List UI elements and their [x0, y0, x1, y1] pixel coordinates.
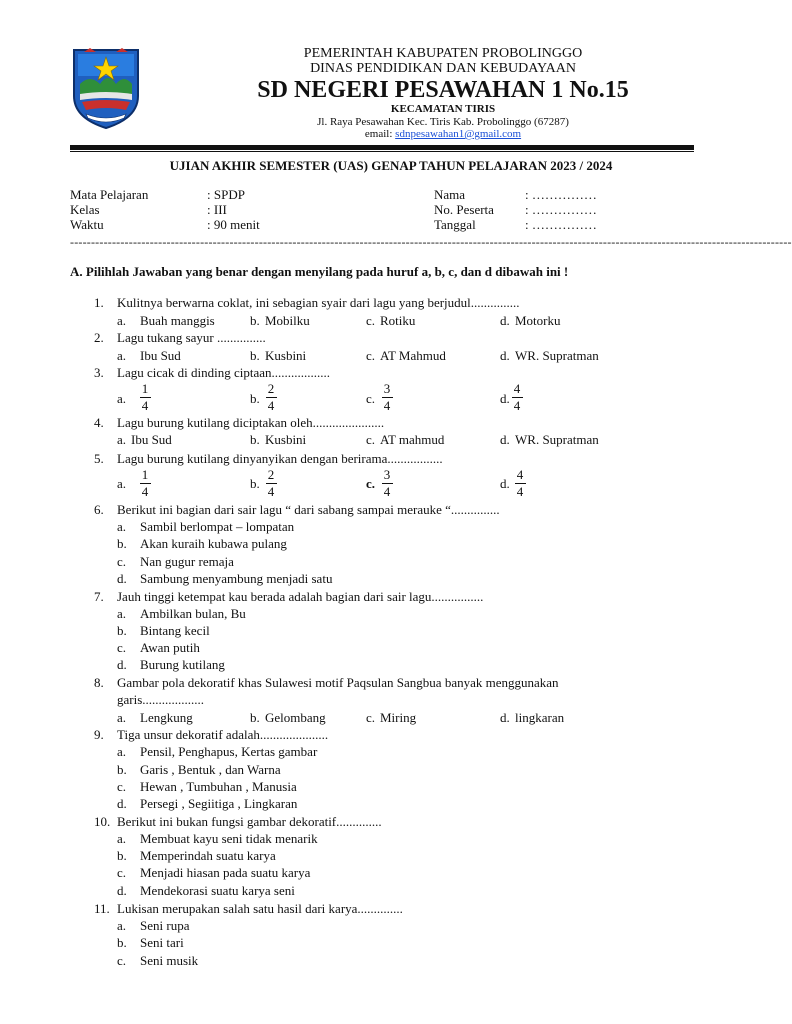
question-text: Lagu tukang sayur ............... — [117, 330, 266, 345]
option-text: WR. Supratman — [515, 432, 599, 447]
question-text: Berikut ini bagian dari sair lagu “ dari sabang sampai merauke “............... — [117, 502, 500, 517]
question-text: Kulitnya berwarna coklat, ini sebagian syair dari lagu yang berjudul............... — [117, 295, 520, 310]
option-text: Burung kutilang — [140, 657, 225, 672]
option-text: Ibu Sud — [131, 432, 172, 447]
dashed-divider: ---------------------------------------------------------------------------------------------------------------------------------------------------------------------------- — [70, 235, 792, 249]
option-letter: a. — [117, 391, 127, 406]
option-text: Memperindah suatu karya — [140, 848, 276, 863]
info-value-participant-no: : …………… — [525, 202, 597, 217]
fraction-numerator: 2 — [267, 467, 275, 482]
fraction-denominator: 4 — [516, 484, 524, 499]
question-number: 2. — [94, 330, 104, 345]
school-name: SD NEGERI PESAWAHAN 1 No.15 — [257, 77, 629, 103]
option-text: Pensil, Penghapus, Kertas gambar — [140, 744, 318, 759]
info-value-date: : …………… — [525, 217, 597, 232]
option-letter: a. — [117, 606, 127, 621]
info-label-class: Kelas — [70, 202, 100, 217]
option-text: Akan kuraih kubawa pulang — [140, 536, 287, 551]
email-link[interactable]: sdnpesawahan1@gmail.com — [395, 128, 522, 140]
option-text: Menjadi hiasan pada suatu karya — [140, 865, 311, 880]
option-text: lingkaran — [515, 710, 565, 725]
option-letter: b. — [250, 432, 260, 447]
fraction-denominator: 4 — [267, 484, 275, 499]
option-text: Kusbini — [265, 432, 307, 447]
option-letter: b. — [117, 762, 127, 777]
fraction-option — [265, 468, 277, 498]
option-letter: a. — [117, 476, 127, 491]
fraction-numerator: 1 — [141, 467, 149, 482]
question-number: 4. — [94, 415, 104, 430]
question-text: Lukisan merupakan salah satu hasil dari karya.............. — [117, 901, 403, 916]
option-letter: c. — [366, 348, 376, 363]
option-letter: a. — [117, 918, 127, 933]
fraction-option — [139, 468, 151, 498]
option-letter: c. — [117, 953, 127, 968]
info-value-name: : …………… — [525, 187, 597, 202]
option-letter: b. — [250, 476, 260, 491]
option-letter: b. — [250, 391, 260, 406]
question-number: 6. — [94, 502, 104, 517]
fraction-option — [381, 382, 393, 412]
fraction-option — [381, 468, 393, 498]
question-text: Lagu burung kutilang dinyanyikan dengan berirama................. — [117, 451, 443, 466]
info-value-class: : III — [207, 202, 227, 217]
option-text: Ambilkan bulan, Bu — [140, 606, 246, 621]
question-text: Gambar pola dekoratif khas Sulawesi motif Paqsulan Sangbua banyak menggunakan — [117, 675, 559, 690]
option-text: WR. Supratman — [515, 348, 599, 363]
option-letter: d. — [117, 796, 127, 811]
info-label-name: Nama — [434, 187, 466, 202]
option-letter: d. — [500, 348, 510, 363]
info-label-time: Waktu — [70, 217, 104, 232]
option-letter: a. — [117, 519, 127, 534]
option-letter: d. — [117, 571, 127, 586]
question-number: 9. — [94, 727, 104, 742]
option-text: Nan gugur remaja — [140, 554, 234, 569]
question-text: Lagu cicak di dinding ciptaan.................. — [117, 365, 331, 380]
question-text: Lagu burung kutilang diciptakan oleh...................... — [117, 415, 385, 430]
option-text: Rotiku — [380, 313, 416, 328]
option-text: Persegi , Segiitiga , Lingkaran — [140, 796, 298, 811]
question-text: Jauh tinggi ketempat kau berada adalah bagian dari sair lagu................ — [117, 589, 484, 604]
option-letter: c. — [117, 640, 127, 655]
option-letter: a. — [117, 831, 127, 846]
regency-crest-logo — [70, 44, 142, 130]
option-letter: c. — [366, 391, 376, 406]
option-text: Seni tari — [140, 935, 184, 950]
option-text: Seni rupa — [140, 918, 190, 933]
option-letter: d. — [500, 476, 510, 491]
header-department: DINAS PENDIDIKAN DAN KEBUDAYAAN — [310, 61, 576, 76]
question-text-continued: garis................... — [117, 692, 205, 707]
option-letter: c. — [117, 865, 127, 880]
option-text: Kusbini — [265, 348, 307, 363]
header-district: KECAMATAN TIRIS — [390, 103, 496, 115]
header-rule-thick — [70, 145, 694, 150]
question-number: 3. — [94, 365, 104, 380]
exam-title: UJIAN AKHIR SEMESTER (UAS) GENAP TAHUN PELAJARAN 2023 / 2024 — [169, 158, 613, 173]
option-letter: b. — [117, 848, 127, 863]
question-number: 5. — [94, 451, 104, 466]
fraction-denominator: 4 — [141, 484, 149, 499]
header-address: Jl. Raya Pesawahan Kec. Tiris Kab. Probolinggo (67287) — [317, 116, 569, 128]
option-letter: d. — [117, 657, 127, 672]
option-text: Motorku — [515, 313, 561, 328]
option-text: Sambung menyambung menjadi satu — [140, 571, 333, 586]
fraction-denominator: 4 — [267, 398, 275, 413]
option-text: Buah manggis — [140, 313, 215, 328]
fraction-numerator: 4 — [513, 381, 521, 396]
header-email-line — [148, 129, 738, 140]
option-letter: c. — [366, 432, 376, 447]
fraction-numerator: 3 — [383, 467, 391, 482]
option-letter: d. — [500, 313, 510, 328]
option-letter: d. — [500, 391, 510, 406]
info-label-subject: Mata Pelajaran — [70, 187, 149, 202]
fraction-option — [511, 382, 523, 412]
option-letter: d. — [500, 432, 510, 447]
option-text: Bintang kecil — [140, 623, 210, 638]
option-letter: b. — [250, 710, 260, 725]
question-text: Tiga unsur dekoratif adalah..................... — [117, 727, 329, 742]
fraction-denominator: 4 — [141, 398, 149, 413]
option-letter: b. — [117, 536, 127, 551]
option-letter: a. — [117, 432, 127, 447]
question-text: Berikut ini bukan fungsi gambar dekoratif.............. — [117, 814, 382, 829]
option-letter: a. — [117, 744, 127, 759]
fraction-denominator: 4 — [383, 484, 391, 499]
option-text: Mobilku — [265, 313, 310, 328]
fraction-option — [265, 382, 277, 412]
info-value-subject: : SPDP — [207, 187, 245, 202]
option-text: Awan putih — [140, 640, 200, 655]
option-letter: c. — [366, 313, 376, 328]
option-letter: c. — [366, 476, 376, 491]
option-letter: c. — [117, 779, 127, 794]
question-number: 11. — [94, 901, 110, 916]
option-text: AT Mahmud — [380, 348, 446, 363]
header-government: PEMERINTAH KABUPATEN PROBOLINGGO — [303, 46, 583, 61]
option-letter: b. — [117, 623, 127, 638]
option-text: Seni musik — [140, 953, 199, 968]
option-letter: a. — [117, 313, 127, 328]
option-letter: c. — [366, 710, 376, 725]
option-letter: d. — [500, 710, 510, 725]
option-letter: b. — [117, 935, 127, 950]
fraction-denominator: 4 — [383, 398, 391, 413]
option-text: Lengkung — [140, 710, 193, 725]
fraction-numerator: 2 — [267, 381, 275, 396]
option-text: Garis , Bentuk , dan Warna — [140, 762, 281, 777]
option-letter: a. — [117, 348, 127, 363]
question-number: 8. — [94, 675, 104, 690]
fraction-option — [139, 382, 151, 412]
option-text: Hewan , Tumbuhan , Manusia — [140, 779, 297, 794]
email-label: email: — [364, 128, 393, 140]
option-letter: c. — [117, 554, 127, 569]
question-number: 7. — [94, 589, 104, 604]
info-label-participant-no: No. Peserta — [434, 202, 494, 217]
option-text: Membuat kayu seni tidak menarik — [140, 831, 318, 846]
fraction-numerator: 4 — [516, 467, 524, 482]
option-text: Mendekorasi suatu karya seni — [140, 883, 295, 898]
section-a-instruction: A. Pilihlah Jawaban yang benar dengan menyilang pada huruf a, b, c, dan d dibawah ini ! — [70, 264, 569, 279]
option-text: AT mahmud — [380, 432, 445, 447]
fraction-denominator: 4 — [513, 398, 521, 413]
fraction-option — [514, 468, 526, 498]
info-value-time: : 90 menit — [207, 217, 260, 232]
fraction-numerator: 3 — [383, 381, 391, 396]
option-text: Ibu Sud — [140, 348, 181, 363]
option-text: Gelombang — [265, 710, 326, 725]
info-label-date: Tanggal — [434, 217, 476, 232]
option-text: Sambil berlompat – lompatan — [140, 519, 295, 534]
option-letter: a. — [117, 710, 127, 725]
question-number: 10. — [94, 814, 111, 829]
fraction-numerator: 1 — [141, 381, 149, 396]
option-letter: b. — [250, 313, 260, 328]
option-letter: d. — [117, 883, 127, 898]
option-letter: b. — [250, 348, 260, 363]
header-rule-thin — [70, 151, 694, 152]
question-number: 1. — [94, 295, 104, 310]
option-text: Miring — [380, 710, 417, 725]
